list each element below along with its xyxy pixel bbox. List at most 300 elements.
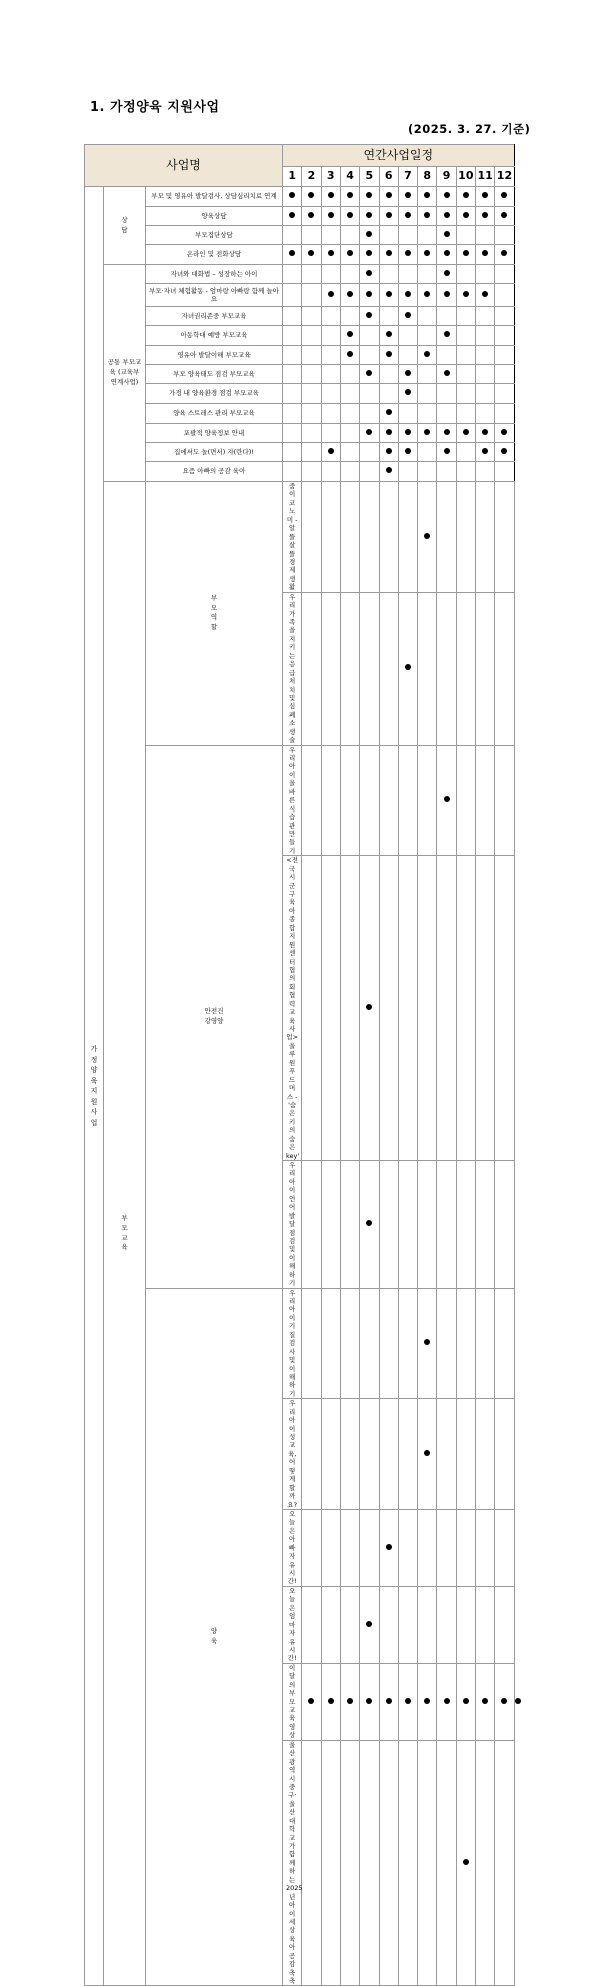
scheduled-dot [289, 250, 295, 256]
month-cell [340, 307, 359, 326]
month-cell [360, 207, 379, 226]
month-cell [495, 856, 514, 1161]
scheduled-dot [366, 291, 372, 297]
month-cell [340, 284, 359, 307]
month-cell [437, 424, 456, 443]
month-cell [456, 265, 475, 284]
month-cell [340, 1161, 359, 1289]
month-cell [456, 1509, 475, 1586]
scheduled-dot [328, 192, 334, 198]
month-cell [340, 207, 359, 226]
scheduled-dot [289, 212, 295, 218]
outer-category-label: 가정양육 지원사업 [90, 1045, 98, 1127]
program-name: <전국시군구육아종합지원센터 협의회 협력교육 사업> 울루원 푸드머스 - '숨은 키의 숨은 key' [283, 856, 302, 1161]
month-cell [283, 346, 302, 365]
scheduled-dot [463, 250, 469, 256]
month-header-1: 1 [283, 167, 302, 187]
month-cell [360, 443, 379, 462]
month-cell [340, 404, 359, 424]
scheduled-dot [463, 192, 469, 198]
month-cell [379, 1399, 398, 1510]
month-cell [379, 856, 398, 1161]
month-cell [360, 1288, 379, 1399]
scheduled-dot [444, 370, 450, 376]
scheduled-dot [424, 250, 430, 256]
month-cell [321, 404, 340, 424]
month-cell [437, 1288, 456, 1399]
month-cell [456, 424, 475, 443]
month-cell [418, 443, 437, 462]
month-cell [379, 1509, 398, 1586]
month-cell [456, 745, 475, 856]
month-cell [340, 1663, 359, 1740]
month-cell [360, 265, 379, 284]
month-cell [302, 424, 321, 443]
month-cell [398, 1161, 417, 1289]
month-cell [321, 592, 340, 745]
month-cell [360, 856, 379, 1161]
program-name: 자녀와 대화법 – 성장하는 아이 [146, 265, 283, 284]
scheduled-dot [444, 250, 450, 256]
month-cell [456, 1288, 475, 1399]
month-cell [321, 1509, 340, 1586]
month-cell [418, 1663, 437, 1740]
month-cell [398, 1586, 417, 1663]
month-cell [437, 245, 456, 265]
month-cell [456, 207, 475, 226]
month-cell [302, 245, 321, 265]
month-cell [495, 187, 514, 207]
month-cell [302, 856, 321, 1161]
program-name: 부모·자녀 체험활동 - 엄마랑 아빠랑 함께 놀아요 [146, 284, 283, 307]
month-cell [321, 856, 340, 1161]
scheduled-dot [366, 1004, 372, 1010]
month-cell [495, 1399, 514, 1510]
month-cell [475, 226, 494, 245]
table-row [85, 384, 515, 404]
category-cell [104, 187, 146, 265]
month-cell [418, 1288, 437, 1399]
month-cell [437, 326, 456, 346]
month-cell [418, 346, 437, 365]
subcategory-label: 안전건강영양 [204, 1006, 224, 1025]
month-cell [456, 284, 475, 307]
month-cell [437, 1161, 456, 1289]
month-cell [475, 745, 494, 856]
month-cell [283, 424, 302, 443]
month-cell [398, 462, 417, 482]
month-cell [456, 462, 475, 482]
month-cell [418, 1399, 437, 1510]
month-cell [495, 326, 514, 346]
month-cell [437, 1586, 456, 1663]
scheduled-dot [366, 370, 372, 376]
program-name: 포괄적 양육정보 안내 [146, 424, 283, 443]
scheduled-dot [366, 312, 372, 318]
month-cell [495, 384, 514, 404]
month-cell [418, 245, 437, 265]
month-cell [360, 1663, 379, 1740]
scheduled-dot [424, 1698, 430, 1704]
scheduled-dot [386, 1544, 392, 1550]
month-cell [437, 482, 456, 593]
scheduled-dot [444, 796, 450, 802]
program-name: 양육상담 [146, 207, 283, 226]
program-name: 부모 양육태도 점검 부모교육 [146, 365, 283, 384]
month-cell [379, 284, 398, 307]
month-cell [360, 284, 379, 307]
month-cell [321, 207, 340, 226]
month-cell [456, 1399, 475, 1510]
scheduled-dot [463, 212, 469, 218]
scheduled-dot [347, 351, 353, 357]
month-cell [495, 404, 514, 424]
month-cell [398, 745, 417, 856]
month-cell [379, 1288, 398, 1399]
scheduled-dot [405, 192, 411, 198]
month-cell [495, 1288, 514, 1399]
month-cell [321, 424, 340, 443]
scheduled-dot [482, 1698, 488, 1704]
month-header-4: 4 [340, 167, 359, 187]
month-cell [321, 245, 340, 265]
month-cell [437, 265, 456, 284]
month-cell [437, 443, 456, 462]
scheduled-dot [386, 429, 392, 435]
month-header-12: 12 [495, 167, 514, 187]
month-cell [418, 424, 437, 443]
section-heading: 1. 가정양육 지원사업 [90, 100, 220, 115]
scheduled-dot [501, 448, 507, 454]
month-cell [437, 384, 456, 404]
month-cell [456, 307, 475, 326]
month-cell [456, 404, 475, 424]
month-cell [283, 265, 302, 284]
scheduled-dot [347, 212, 353, 218]
scheduled-dot [482, 192, 488, 198]
month-cell [302, 1740, 321, 1986]
month-cell [379, 346, 398, 365]
month-cell [456, 1161, 475, 1289]
month-cell [475, 856, 494, 1161]
month-cell [379, 384, 398, 404]
month-cell [302, 226, 321, 245]
scheduled-dot [405, 291, 411, 297]
month-cell [495, 245, 514, 265]
month-header-7: 7 [398, 167, 417, 187]
month-cell [379, 226, 398, 245]
scheduled-dot [386, 409, 392, 415]
month-cell [398, 1663, 417, 1740]
scheduled-dot [463, 429, 469, 435]
scheduled-dot [308, 250, 314, 256]
month-cell [379, 1663, 398, 1740]
month-cell [360, 462, 379, 482]
table-row [85, 245, 515, 265]
month-cell [398, 245, 417, 265]
scheduled-dot [405, 1698, 411, 1704]
month-cell [456, 592, 475, 745]
month-cell [456, 1663, 475, 1740]
month-cell [456, 326, 475, 346]
month-cell [437, 307, 456, 326]
schedule-table [84, 144, 515, 1986]
scheduled-dot [328, 250, 334, 256]
month-cell [379, 1740, 398, 1986]
month-cell [302, 592, 321, 745]
month-cell [475, 1663, 494, 1740]
month-cell [475, 365, 494, 384]
month-cell [398, 346, 417, 365]
month-cell [495, 365, 514, 384]
month-cell [456, 245, 475, 265]
scheduled-dot [501, 212, 507, 218]
month-cell [321, 745, 340, 856]
month-cell [418, 284, 437, 307]
month-cell [456, 187, 475, 207]
month-cell [340, 226, 359, 245]
scheduled-dot [424, 533, 430, 539]
subcategory-label: 양육 [210, 1627, 218, 1645]
month-cell [475, 384, 494, 404]
program-name: 영유아 발달이해 부모교육 [146, 346, 283, 365]
month-cell [456, 482, 475, 593]
table-row [85, 745, 515, 856]
scheduled-dot [386, 291, 392, 297]
program-name: 요즘 아빠의 공감 육아 [146, 462, 283, 482]
month-cell [398, 443, 417, 462]
month-cell [340, 265, 359, 284]
month-cell [302, 207, 321, 226]
month-cell [379, 424, 398, 443]
month-cell [302, 307, 321, 326]
month-cell [398, 1740, 417, 1986]
month-cell [321, 1740, 340, 1986]
table-row [85, 265, 515, 284]
month-cell [437, 1663, 456, 1740]
scheduled-dot [463, 1859, 469, 1865]
table-row [85, 443, 515, 462]
month-cell [495, 443, 514, 462]
month-cell [302, 745, 321, 856]
scheduled-dot [444, 212, 450, 218]
scheduled-dot [444, 1698, 450, 1704]
month-cell [437, 462, 456, 482]
scheduled-dot [328, 1698, 334, 1704]
scheduled-dot [386, 448, 392, 454]
subcategory-cell [146, 745, 283, 1288]
month-cell [340, 443, 359, 462]
month-cell [475, 592, 494, 745]
month-cell [475, 1740, 494, 1986]
month-cell [360, 482, 379, 593]
month-cell [302, 404, 321, 424]
scheduled-dot [386, 331, 392, 337]
scheduled-dot [501, 250, 507, 256]
scheduled-dot [482, 448, 488, 454]
month-header-8: 8 [418, 167, 437, 187]
month-cell [398, 1288, 417, 1399]
month-cell [418, 745, 437, 856]
month-cell [283, 404, 302, 424]
month-cell [398, 404, 417, 424]
month-cell [340, 1586, 359, 1663]
month-cell [398, 207, 417, 226]
program-column-header: 사업명 [85, 145, 283, 187]
month-cell [475, 404, 494, 424]
month-cell [283, 326, 302, 346]
month-cell [398, 326, 417, 346]
scheduled-dot [405, 389, 411, 395]
month-cell [495, 346, 514, 365]
month-cell [283, 384, 302, 404]
month-cell [495, 1663, 514, 1740]
month-cell [437, 404, 456, 424]
month-cell [360, 1161, 379, 1289]
month-cell [456, 443, 475, 462]
subcategory-label: 부모역할 [210, 593, 218, 632]
table-row [85, 207, 515, 226]
month-cell [475, 462, 494, 482]
month-cell [475, 1161, 494, 1289]
month-cell [340, 592, 359, 745]
month-header-11: 11 [475, 167, 494, 187]
table-row [85, 482, 515, 593]
month-cell [398, 1509, 417, 1586]
month-cell [340, 384, 359, 404]
program-name: 우리 아이 올바른 식습관 만들기 [283, 745, 302, 856]
month-cell [475, 1288, 494, 1399]
month-cell [360, 745, 379, 856]
scheduled-dot [501, 429, 507, 435]
month-cell [418, 1509, 437, 1586]
table-row [85, 326, 515, 346]
category-cell [104, 482, 146, 1986]
month-cell [379, 592, 398, 745]
month-cell [475, 482, 494, 593]
month-cell [360, 307, 379, 326]
month-cell [398, 307, 417, 326]
month-cell [379, 207, 398, 226]
month-cell [437, 346, 456, 365]
month-cell [302, 462, 321, 482]
scheduled-dot [386, 212, 392, 218]
scheduled-dot [386, 467, 392, 473]
month-cell [321, 346, 340, 365]
month-cell [302, 482, 321, 593]
month-cell [418, 365, 437, 384]
month-cell [283, 307, 302, 326]
month-header-10: 10 [456, 167, 475, 187]
month-cell [302, 187, 321, 207]
month-cell [340, 856, 359, 1161]
month-cell [360, 404, 379, 424]
month-cell [398, 265, 417, 284]
scheduled-dot [501, 192, 507, 198]
month-cell [495, 1740, 514, 1986]
scheduled-dot [482, 291, 488, 297]
month-cell [379, 187, 398, 207]
category-label: 부모교육 [121, 1214, 128, 1252]
month-cell [360, 592, 379, 745]
month-cell [418, 482, 437, 593]
scheduled-dot [366, 212, 372, 218]
month-cell [321, 187, 340, 207]
month-cell [340, 482, 359, 593]
month-cell [302, 384, 321, 404]
scheduled-dot [424, 429, 430, 435]
table-row [85, 226, 515, 245]
month-cell [321, 1288, 340, 1399]
month-cell [398, 424, 417, 443]
scheduled-dot [366, 1621, 372, 1627]
month-cell [379, 245, 398, 265]
month-cell [302, 326, 321, 346]
table-row [85, 346, 515, 365]
month-cell [456, 384, 475, 404]
table-row [85, 365, 515, 384]
month-cell [302, 1399, 321, 1510]
month-cell [456, 856, 475, 1161]
scheduled-dot [424, 1450, 430, 1456]
scheduled-dot [366, 250, 372, 256]
subcategory-cell [146, 1288, 283, 1986]
outer-category-cell [85, 187, 104, 1986]
scheduled-dot [463, 1698, 469, 1704]
scheduled-dot [328, 291, 334, 297]
scheduled-dot [386, 192, 392, 198]
program-name: 자녀권리존중 부모교육 [146, 307, 283, 326]
month-cell [321, 1586, 340, 1663]
month-cell [418, 384, 437, 404]
month-cell [340, 745, 359, 856]
month-cell [398, 856, 417, 1161]
month-cell [340, 187, 359, 207]
scheduled-dot [347, 1698, 353, 1704]
table-row [85, 462, 515, 482]
month-cell [475, 187, 494, 207]
month-cell [398, 592, 417, 745]
month-cell [360, 1586, 379, 1663]
scheduled-dot [328, 448, 334, 454]
month-cell [495, 207, 514, 226]
month-cell [379, 482, 398, 593]
month-cell [379, 265, 398, 284]
scheduled-dot [444, 231, 450, 237]
month-cell [379, 307, 398, 326]
month-cell [475, 346, 494, 365]
month-cell [418, 326, 437, 346]
as-of-date: (2025. 3. 27. 기준) [408, 122, 531, 136]
month-cell [398, 284, 417, 307]
month-cell [495, 226, 514, 245]
month-cell [283, 226, 302, 245]
month-header-3: 3 [321, 167, 340, 187]
month-cell [379, 365, 398, 384]
table-row [85, 404, 515, 424]
month-cell [437, 226, 456, 245]
month-cell [456, 1586, 475, 1663]
program-name: 양육 스트레스 관리 부모교육 [146, 404, 283, 424]
month-cell [437, 365, 456, 384]
month-cell [456, 226, 475, 245]
month-cell [418, 856, 437, 1161]
month-cell [360, 384, 379, 404]
scheduled-dot [424, 291, 430, 297]
month-cell [360, 365, 379, 384]
month-cell [495, 462, 514, 482]
table-row [85, 1288, 515, 1399]
